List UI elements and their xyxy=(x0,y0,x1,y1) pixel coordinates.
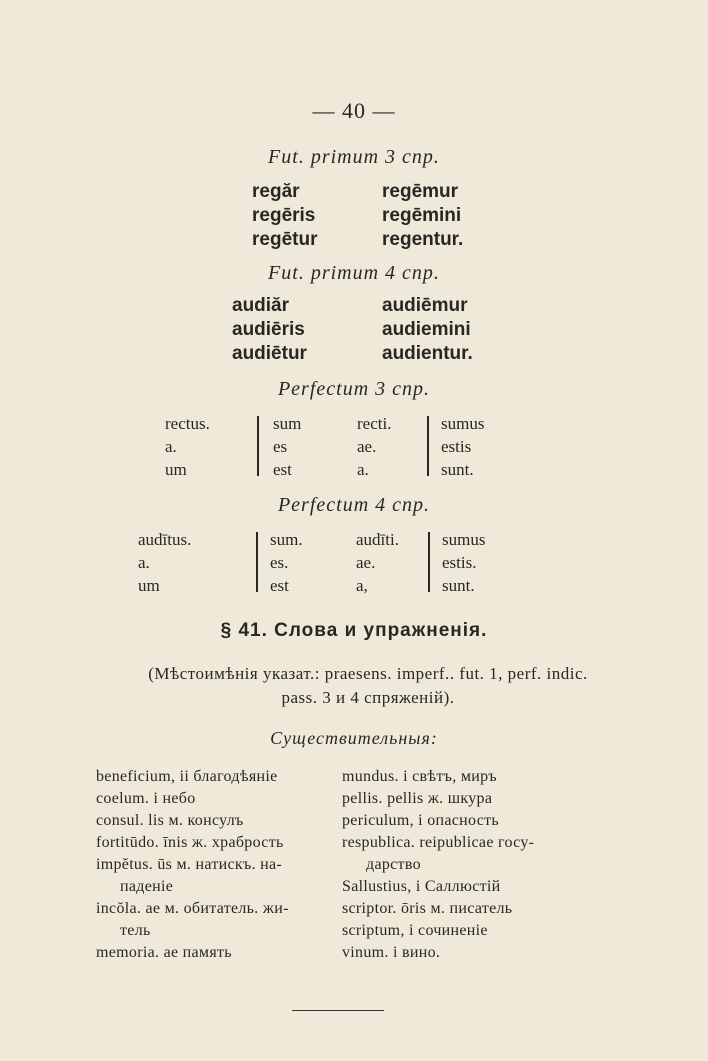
table-row xyxy=(232,342,473,366)
list-item: um xyxy=(165,460,187,479)
perf4-heading: Perfectum 4 спр. xyxy=(277,494,431,516)
fut4-cell: audiemini xyxy=(382,319,471,340)
list-item: est xyxy=(270,576,289,595)
list-item: mundus. i свѣтъ, миръ xyxy=(342,768,497,785)
list-item: a. xyxy=(357,460,369,479)
vocab-left-column xyxy=(96,766,289,964)
page-number: — 40 — xyxy=(312,98,396,123)
list-item: coelum. i небо xyxy=(96,790,196,807)
perf4-table xyxy=(138,528,518,598)
list-item: ae. xyxy=(356,553,376,572)
brace-divider xyxy=(256,532,258,592)
vocab-right-column xyxy=(342,766,534,964)
fut3-cell: regentur. xyxy=(382,229,464,250)
perf4-plural-participle-column xyxy=(356,528,399,597)
end-rule-divider xyxy=(292,1010,384,1011)
list-item: sunt. xyxy=(441,460,474,479)
table-row xyxy=(232,294,473,318)
table-row xyxy=(252,204,463,228)
list-item: est xyxy=(273,460,292,479)
list-item: consul. lis м. консулъ xyxy=(96,812,244,829)
list-item: impĕtus. ūs м. натискъ. на- xyxy=(96,856,283,873)
perf3-plural-participle-column xyxy=(357,412,391,481)
list-item: scriptor. ōris м. писатель xyxy=(342,900,513,917)
list-item: respublica. reipublicae госу- xyxy=(342,834,535,851)
section-note-line: (Мѣстоимѣнія указат.: praesens. imperf.. fut. 1, perf. indic. xyxy=(148,664,588,683)
list-item: audītus. xyxy=(138,530,192,549)
nouns-subheading: Существительныя: xyxy=(270,728,438,748)
list-item: a. xyxy=(138,553,150,572)
list-item: sumus xyxy=(442,530,486,549)
list-item: audīti. xyxy=(356,530,399,549)
list-item: periculum, i опасность xyxy=(342,812,500,829)
list-item: дарство xyxy=(366,856,421,873)
fut4-cell: audiăr xyxy=(232,295,290,316)
section-note xyxy=(128,662,608,710)
fut3-heading: Fut. primum 3 спр. xyxy=(268,146,440,168)
fut3-cell: regăr xyxy=(252,181,300,202)
list-item: паденіе xyxy=(120,878,174,895)
list-item: vinum. i вино. xyxy=(342,944,441,961)
list-item: estis xyxy=(441,437,472,456)
list-item: incŏla. ae м. обитатель. жи- xyxy=(96,900,289,917)
list-item: scriptum, i сочиненіе xyxy=(342,922,488,939)
fut4-cell: audiētur xyxy=(232,343,307,364)
table-row xyxy=(252,228,463,252)
list-item: pellis. pellis ж. шкура xyxy=(342,790,493,807)
list-item: sum. xyxy=(270,530,303,549)
fut4-heading: Fut. primum 4 спр. xyxy=(268,262,440,284)
list-item: Sallustius, i Саллюстій xyxy=(342,878,501,895)
list-item: тель xyxy=(120,922,151,939)
list-item: sunt. xyxy=(442,576,475,595)
fut3-table xyxy=(252,180,463,252)
fut3-cell: regēris xyxy=(252,205,316,226)
list-item: fortitūdo. īnis ж. храбрость xyxy=(96,834,284,851)
section-note-line: pass. 3 и 4 спряженій). xyxy=(281,688,455,707)
list-item: a. xyxy=(165,437,177,456)
list-item: sum xyxy=(273,414,302,433)
list-item: recti. xyxy=(357,414,392,433)
perf4-sum-column xyxy=(270,528,303,597)
fut3-cell: regēmini xyxy=(382,205,462,226)
perf3-heading: Perfectum 3 спр. xyxy=(277,378,431,400)
fut4-cell: audiēmur xyxy=(382,295,468,316)
list-item: memoria. ae память xyxy=(96,944,232,961)
fut4-table xyxy=(232,294,473,366)
perf3-participle-column xyxy=(165,412,210,481)
fut4-cell: audientur. xyxy=(382,343,473,364)
brace-divider xyxy=(427,416,429,476)
perf4-sumus-column xyxy=(442,528,485,597)
fut4-cell: audiēris xyxy=(232,319,305,340)
perf3-table xyxy=(165,412,525,482)
list-item: sumus xyxy=(441,414,485,433)
list-item: beneficium, ii благодѣяніе xyxy=(96,768,278,785)
list-item: estis. xyxy=(442,553,477,572)
table-row xyxy=(252,180,463,204)
fut3-cell: regētur xyxy=(252,229,318,250)
table-row xyxy=(232,318,473,342)
perf4-participle-column xyxy=(138,528,191,597)
brace-divider xyxy=(428,532,430,592)
list-item: rectus. xyxy=(165,414,210,433)
perf3-sum-column xyxy=(273,412,301,481)
list-item: a, xyxy=(356,576,368,595)
brace-divider xyxy=(257,416,259,476)
list-item: es. xyxy=(270,553,289,572)
section-title: § 41. Слова и упражненія. xyxy=(220,620,488,641)
list-item: um xyxy=(138,576,160,595)
list-item: es xyxy=(273,437,288,456)
perf3-sumus-column xyxy=(441,412,484,481)
fut3-cell: regēmur xyxy=(382,181,459,202)
list-item: ae. xyxy=(357,437,377,456)
